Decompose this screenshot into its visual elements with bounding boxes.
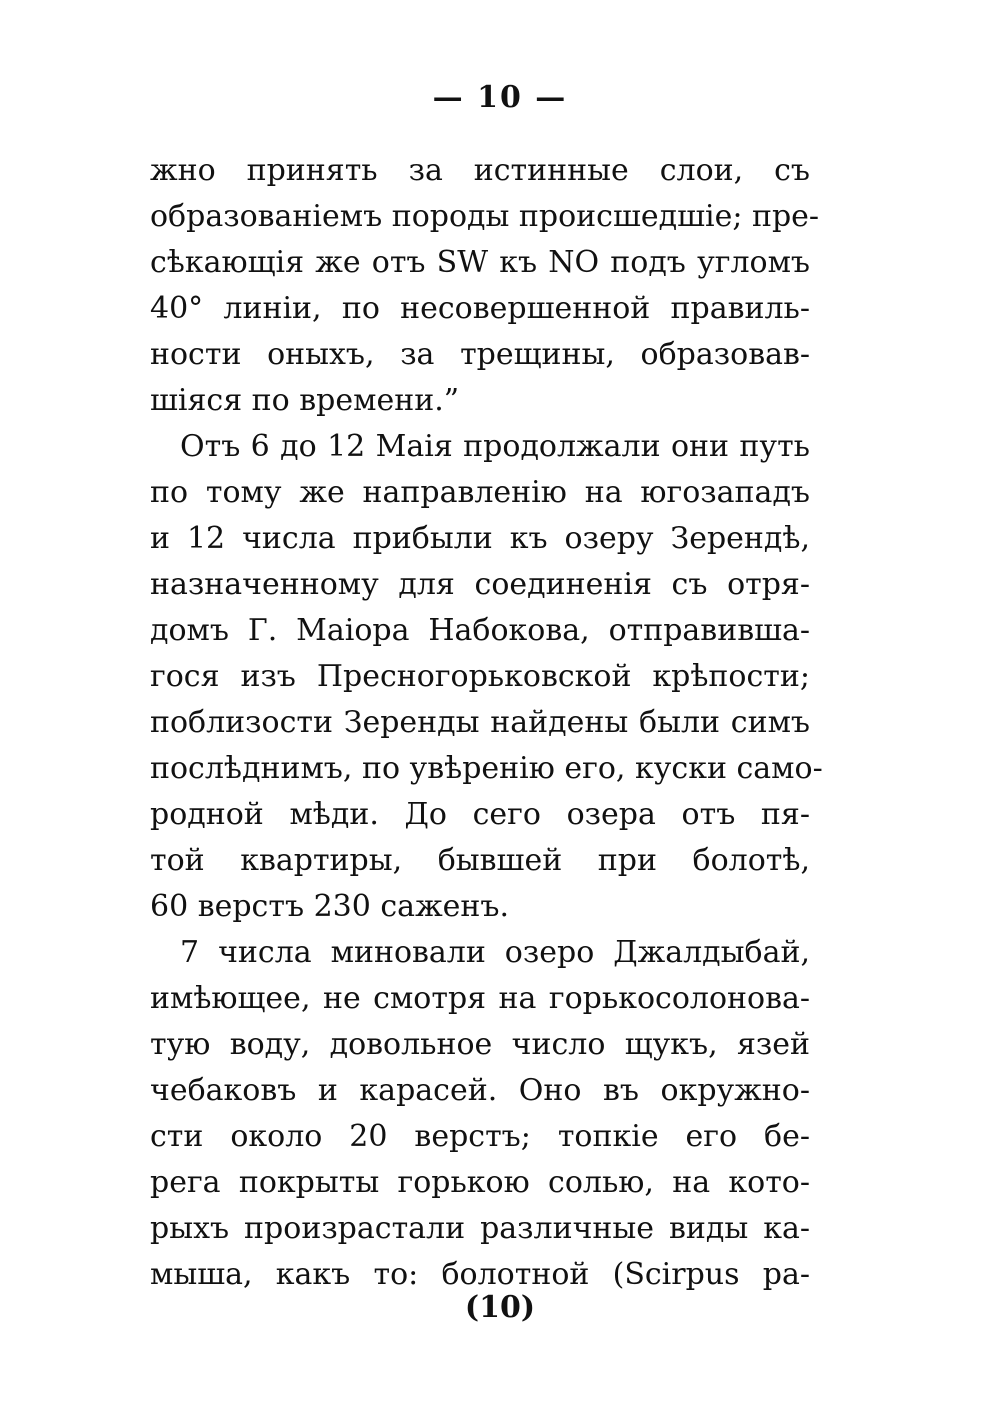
text-line: 7 числа миновали озеро Джалдыбай,: [180, 935, 810, 970]
text-line: той квартиры, бывшей при болотѣ,: [150, 843, 810, 878]
text-line: ности оныхъ, за трещины, образовав-: [150, 337, 810, 372]
text-line: послѣднимъ, по увѣренію его, куски само-: [150, 751, 823, 786]
text-line: гося изъ Пресногорьковской крѣпости;: [150, 659, 810, 694]
text-line: 60 верстъ 230 саженъ.: [150, 889, 510, 924]
text-line: тую воду, довольное число щукъ, язей: [150, 1027, 810, 1062]
text-line: имѣющее, не смотря на горькосолонова-: [150, 981, 810, 1016]
text-line: чебаковъ и карасей. Оно въ окружно-: [150, 1073, 810, 1108]
text-line: жно принять за истинные слои, съ: [150, 153, 810, 188]
text-line: рега покрыты горькою солью, на кото-: [150, 1165, 810, 1200]
text-line: поблизости Зеренды найдены были симъ: [150, 705, 810, 740]
text-line: 40° линіи, по несовершенной правиль-: [150, 291, 810, 326]
text-line: назначенному для соединенія съ отря-: [150, 567, 810, 602]
paragraph-1: [150, 148, 820, 424]
text-line: домъ Г. Маіора Набокова, отправившa-: [150, 613, 810, 648]
text-line: шіяся по времени.”: [150, 383, 460, 418]
text-line: мыша, какъ то: болотной (Scirpus pa-: [150, 1257, 810, 1292]
text-line: родной мѣди. До сего озера отъ пя-: [150, 797, 810, 832]
text-line: сти около 20 верстъ; топкіе его бе-: [150, 1119, 810, 1154]
text-line: сѣкающія же отъ SW къ NO подъ угломъ: [150, 245, 810, 280]
text-line: и 12 числа прибыли къ озеру Зерендѣ,: [150, 521, 810, 556]
text-line: Отъ 6 до 12 Маія продолжали они путь: [180, 429, 810, 464]
paragraph-3: [150, 930, 810, 1298]
paragraph-2: [150, 424, 823, 930]
body-text: [150, 148, 823, 1298]
text-line: по тому же направленію на югозападъ: [150, 475, 810, 510]
page-number-header: — 10 —: [432, 80, 568, 115]
text-line: рыхъ произрастали различные виды ка-: [150, 1211, 810, 1246]
signature-mark: (10): [464, 1290, 536, 1325]
text-line: образованіемъ породы происшедшіе; пре-: [150, 199, 820, 234]
